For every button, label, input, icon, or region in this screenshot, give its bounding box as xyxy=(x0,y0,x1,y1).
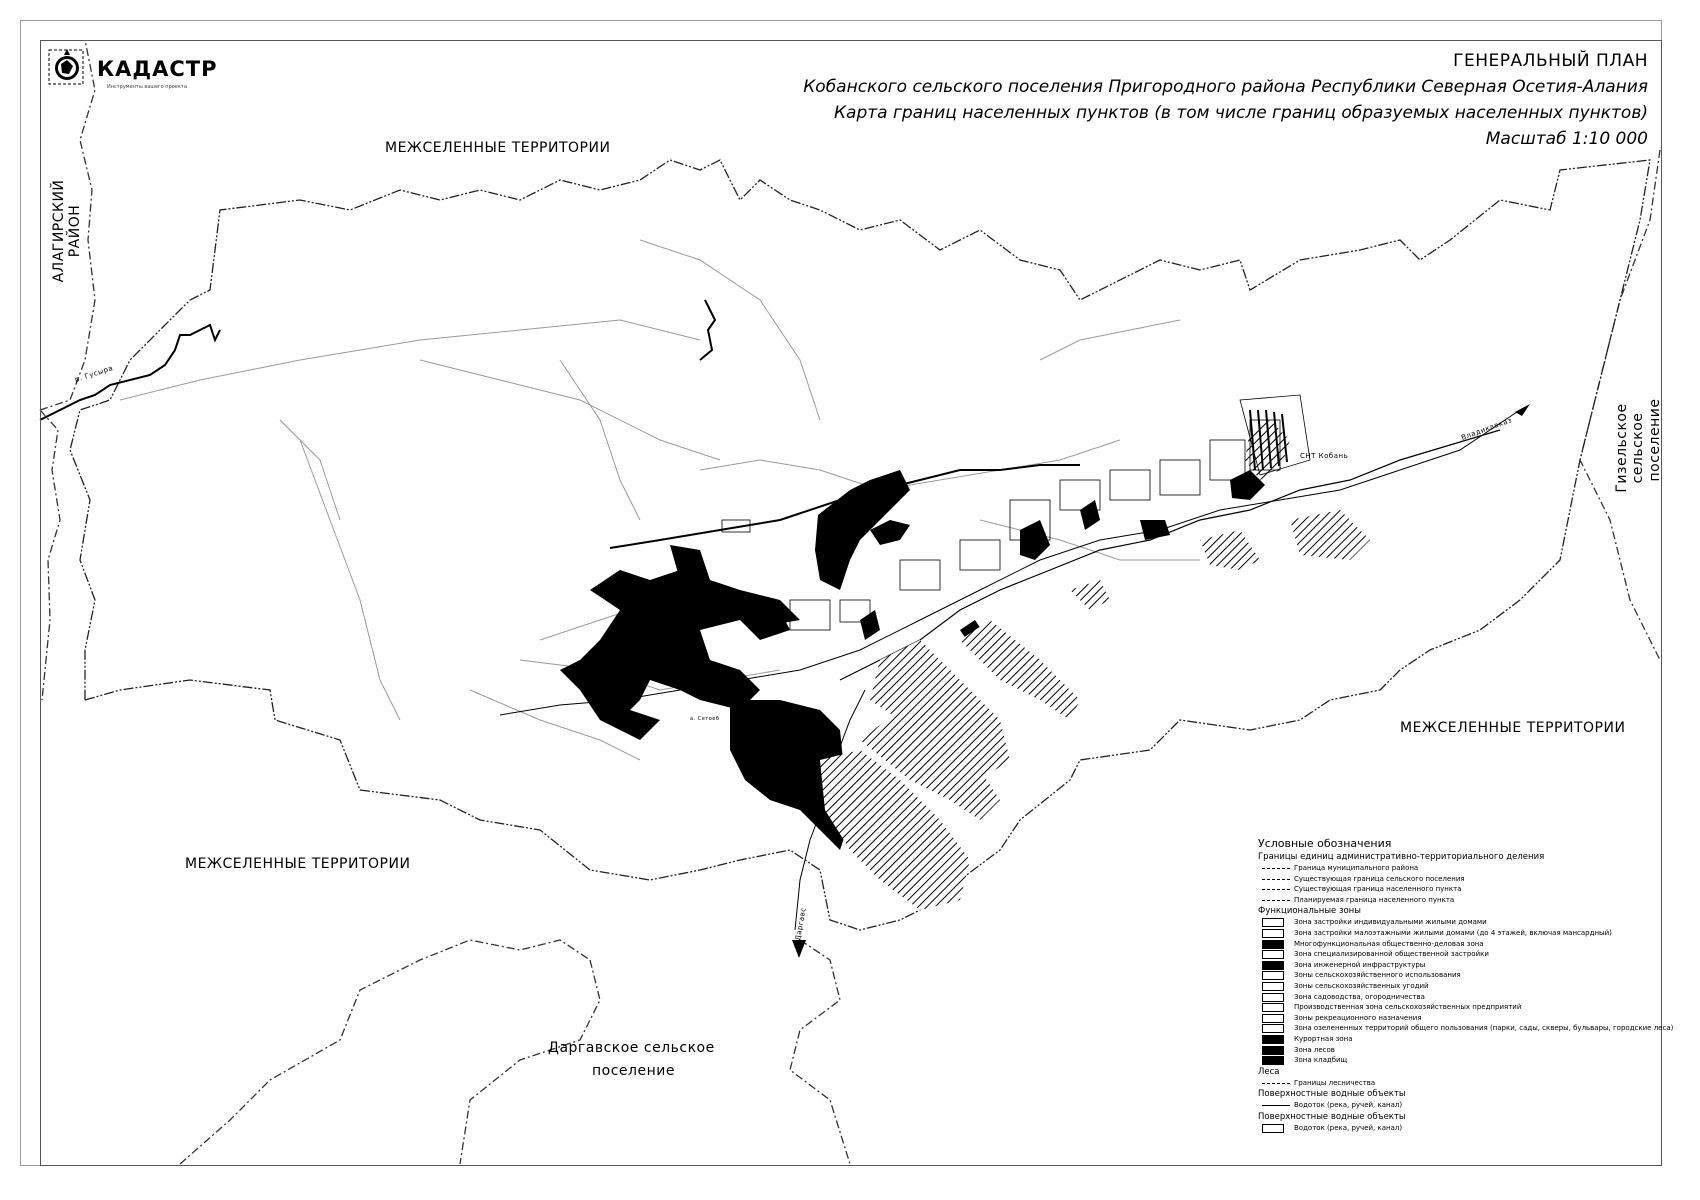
label-river-gusyra: р. Гусыра xyxy=(73,364,115,384)
legend-zone-item: Многофункциональная общественно-деловая зона xyxy=(1258,939,1658,950)
legend-section-water-2: Поверхностные водные объекты xyxy=(1258,1111,1406,1122)
legend-fill-swatch xyxy=(1262,1124,1284,1133)
legend-water-item-1: Водоток (река, ручей, канал) xyxy=(1258,1100,1658,1111)
legend-title: Условные обозначения xyxy=(1258,837,1392,850)
label-inter-settlement-north: МЕЖСЕЛЕННЫЕ ТЕРРИТОРИИ xyxy=(385,140,611,156)
legend-line-swatch xyxy=(1262,900,1290,901)
legend-section-forest: Леса xyxy=(1258,1066,1280,1077)
title-block xyxy=(803,48,1648,152)
legend-line-swatch xyxy=(1262,889,1290,890)
label-vladikavkaz: Владикавказ xyxy=(1460,416,1514,442)
label-inter-settlement-east: МЕЖСЕЛЕННЫЕ ТЕРРИТОРИИ xyxy=(1400,720,1626,736)
map-scale: Масштаб 1:10 000 xyxy=(1485,129,1648,149)
legend-zone-item: Зона застройки индивидуальными жилыми домами xyxy=(1258,917,1658,928)
label-dargavs-road: Даргавс xyxy=(793,906,808,942)
map-legend xyxy=(1258,836,1674,1133)
legend-water-item-2: Водоток (река, ручей, канал) xyxy=(1258,1123,1658,1134)
legend-zone-item: Производственная зона сельскохозяйственных предприятий xyxy=(1258,1002,1658,1013)
label-alagir-district: АЛАГИРСКИЙ РАЙОН xyxy=(51,179,83,283)
legend-zone-item: Зоны сельскохозяйственных угодий xyxy=(1258,981,1658,992)
legend-section-zones: Функциональные зоны xyxy=(1258,906,1361,917)
legend-line-swatch xyxy=(1262,1083,1290,1084)
legend-fill-swatch xyxy=(1262,918,1284,927)
legend-fill-swatch xyxy=(1262,1014,1284,1023)
legend-line-swatch xyxy=(1262,1105,1290,1106)
legend-zone-item: Зона садоводства, огородничества xyxy=(1258,992,1658,1003)
logo-text: КАДАСТР xyxy=(97,57,218,81)
legend-zone-item: Зона кладбищ xyxy=(1258,1055,1658,1066)
legend-section-water-1: Поверхностные водные объекты xyxy=(1258,1089,1406,1100)
logo-globe-icon xyxy=(47,46,89,88)
legend-fill-swatch xyxy=(1262,971,1284,980)
label-gizel-settlement-1: Гизельское сельское xyxy=(1614,403,1646,493)
legend-fill-swatch xyxy=(1262,1035,1284,1044)
map-subtitle-1: Кобанского сельского поселения Пригородного района Республики Северная Осетия-Алания xyxy=(803,77,1648,97)
legend-fill-swatch xyxy=(1262,961,1284,970)
legend-fill-swatch xyxy=(1262,950,1284,959)
legend-fill-swatch xyxy=(1262,929,1284,938)
label-snt-koban: СНТ Кобань xyxy=(1300,452,1349,460)
legend-fill-swatch xyxy=(1262,1056,1284,1065)
legend-fill-swatch xyxy=(1262,1003,1284,1012)
label-inter-settlement-southwest: МЕЖСЕЛЕННЫЕ ТЕРРИТОРИИ xyxy=(185,856,411,872)
legend-zone-item: Зоны сельскохозяйственного использования xyxy=(1258,970,1658,981)
label-gizel-settlement-2: поселение xyxy=(1647,398,1663,482)
legend-fill-swatch xyxy=(1262,982,1284,991)
legend-fill-swatch xyxy=(1262,993,1284,1002)
legend-fill-swatch xyxy=(1262,1024,1284,1033)
legend-fill-swatch xyxy=(1262,940,1284,949)
legend-line-swatch xyxy=(1262,879,1290,880)
legend-zone-item: Зона застройки малоэтажными жилыми домами (до 4 этажей, включая мансардный) xyxy=(1258,928,1658,939)
legend-fill-swatch xyxy=(1262,1046,1284,1055)
map-subtitle-2: Карта границ населенных пунктов (в том числе границ образуемых населенных пунктов) xyxy=(833,103,1648,123)
legend-zone-item: Зоны рекреационного назначения xyxy=(1258,1013,1658,1024)
legend-admin-item: Существующая граница сельского поселения xyxy=(1258,874,1658,885)
label-dargavs-settlement-2: поселение xyxy=(592,1063,675,1079)
legend-zones-list xyxy=(1258,917,1674,1065)
legend-admin-item: Граница муниципального района xyxy=(1258,863,1658,874)
legend-admin-item: Планируемая граница населенного пункта xyxy=(1258,895,1658,906)
legend-zone-item: Зона инженерной инфраструктуры xyxy=(1258,960,1658,971)
legend-zone-item: Зона озелененных территорий общего пользования (парки, сады, скверы, бульвары, городские леса) xyxy=(1258,1023,1658,1034)
legend-zone-item: Зона лесов xyxy=(1258,1045,1658,1056)
label-dargavs-settlement-1: Даргавское сельское xyxy=(548,1040,715,1056)
legend-admin-list xyxy=(1258,863,1658,905)
label-road-small: а. Сетоеб xyxy=(690,716,720,722)
legend-line-swatch xyxy=(1262,868,1290,869)
legend-admin-item: Существующая граница населенного пункта xyxy=(1258,884,1658,895)
logo-subtitle: Инструменты вашего проекта xyxy=(107,84,187,90)
legend-zone-item: Зона специализированной общественной застройки xyxy=(1258,949,1658,960)
legend-zone-item: Курортная зона xyxy=(1258,1034,1658,1045)
company-logo xyxy=(45,44,218,96)
map-title: ГЕНЕРАЛЬНЫЙ ПЛАН xyxy=(1453,51,1648,71)
legend-forest-item: Границы лесничества xyxy=(1258,1078,1658,1089)
legend-section-admin: Границы единиц административно-территориального деления xyxy=(1258,852,1545,862)
